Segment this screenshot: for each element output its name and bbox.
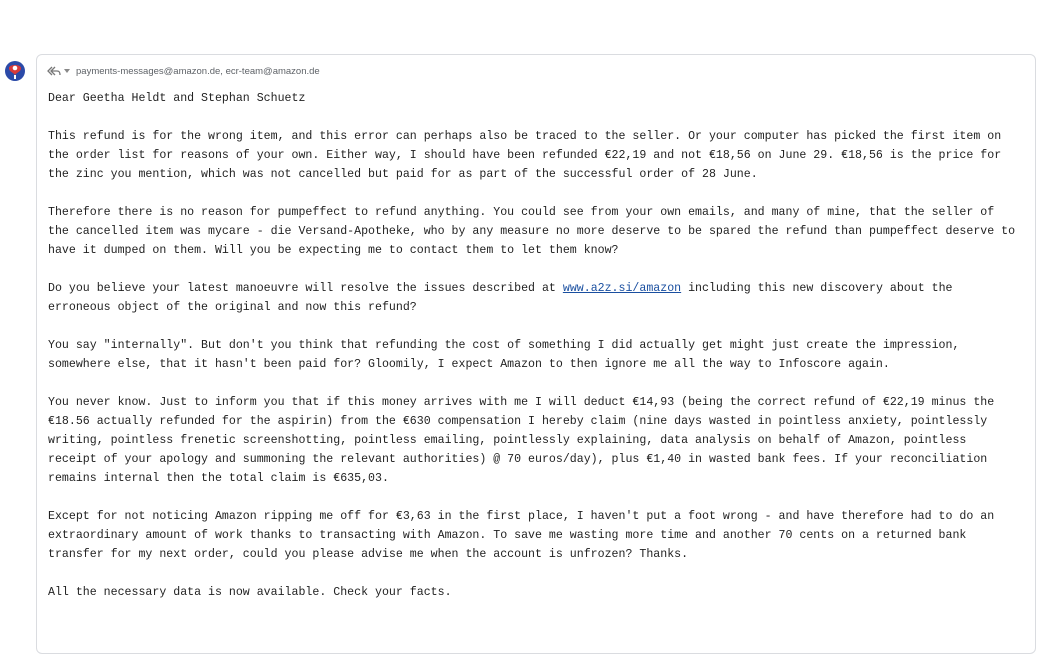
body-line: Except for not noticing Amazon ripping me off for €3,63 in the first place, I haven't put a foot wrong - and have therefore had to do an <box>48 510 995 523</box>
body-line: You say "internally". But don't you think that refunding the cost of something I did actually get might just create the impression, <box>48 339 960 352</box>
body-line: remains internal then the total claim is €635,03. <box>48 472 389 485</box>
paragraph-6 <box>48 507 1033 564</box>
paragraph-2 <box>48 203 1033 260</box>
body-line: the zinc you mention, which was not cancelled but paid for as part of the successful order of 28 June. <box>48 168 758 181</box>
closing <box>48 583 1033 602</box>
body-line: the order list for reasons of your own. Either way, I should have been refunded €22,19 and not €18,56 on June 29. €18,56 is the price for <box>48 149 1002 162</box>
paragraph-5 <box>48 393 1033 488</box>
greeting <box>48 89 1033 108</box>
paragraph-1 <box>48 127 1033 184</box>
body-line: erroneous object of the original and now this refund? <box>48 301 417 314</box>
paragraph-3 <box>48 279 1033 317</box>
body-line: extraordinary amount of work thanks to transacting with Amazon. To save me wasting more time and another 70 cents on a returned bank <box>48 529 967 542</box>
body-line: writing, pointless frenetic screenshotting, pointless emailing, pointlessly explaining, data analysis on behalf of Amazon, pointless <box>48 434 967 447</box>
body-line: transfer for my next order, could you please advise me when the account is unfrozen? Thanks. <box>48 548 689 561</box>
body-line-with-link <box>48 279 1033 298</box>
chevron-down-icon[interactable] <box>64 69 70 73</box>
email-message-card <box>36 54 1036 654</box>
body-line: somewhere else, that it hasn't been paid for? Gloomily, I expect Amazon to then ignore me all the way to Infoscore again. <box>48 358 890 371</box>
greeting-line: Dear Geetha Heldt and Stephan Schuetz <box>48 92 306 105</box>
email-header <box>47 64 320 78</box>
body-line: Therefore there is no reason for pumpeffect to refund anything. You could see from your own emails, and many of mine, that the seller of <box>48 206 995 219</box>
reply-all-icon[interactable] <box>47 66 61 76</box>
a2z-link[interactable]: www.a2z.si/amazon <box>562 282 682 295</box>
paragraph-4 <box>48 336 1033 374</box>
body-line: €18.56 actually refunded for the aspirin) from the €630 compensation I hereby claim (nine days wasted in pointless anxiety, pointlessly <box>48 415 988 428</box>
body-line: receipt of your apology and summoning the relevant authorities) @ 70 euros/day), plus €1,40 in wasted bank fees. If your reconciliation <box>48 453 988 466</box>
text-before-link: Do you believe your latest manoeuvre will resolve the issues described at <box>48 282 563 295</box>
body-line: You never know. Just to inform you that if this money arrives with me I will deduct €14,93 (being the correct refund of €22,19 minus the <box>48 396 995 409</box>
body-line: have it dumped on them. Will you be expecting me to contact them to let them know? <box>48 244 619 257</box>
sender-avatar-icon[interactable] <box>4 60 26 82</box>
email-body <box>48 89 1033 621</box>
body-line: This refund is for the wrong item, and this error can perhaps also be traced to the seller. Or your computer has picked the first item on <box>48 130 1002 143</box>
closing-line: All the necessary data is now available. Check your facts. <box>48 586 452 599</box>
text-after-link: including this new discovery about the <box>681 282 953 295</box>
recipients-text: payments-messages@amazon.de, ecr-team@amazon.de <box>76 65 320 77</box>
body-line: the cancelled item was mycare - die Versand-Apotheke, who by any measure no more deserve to be spared the refund than pumpeffect deserve to <box>48 225 1016 238</box>
